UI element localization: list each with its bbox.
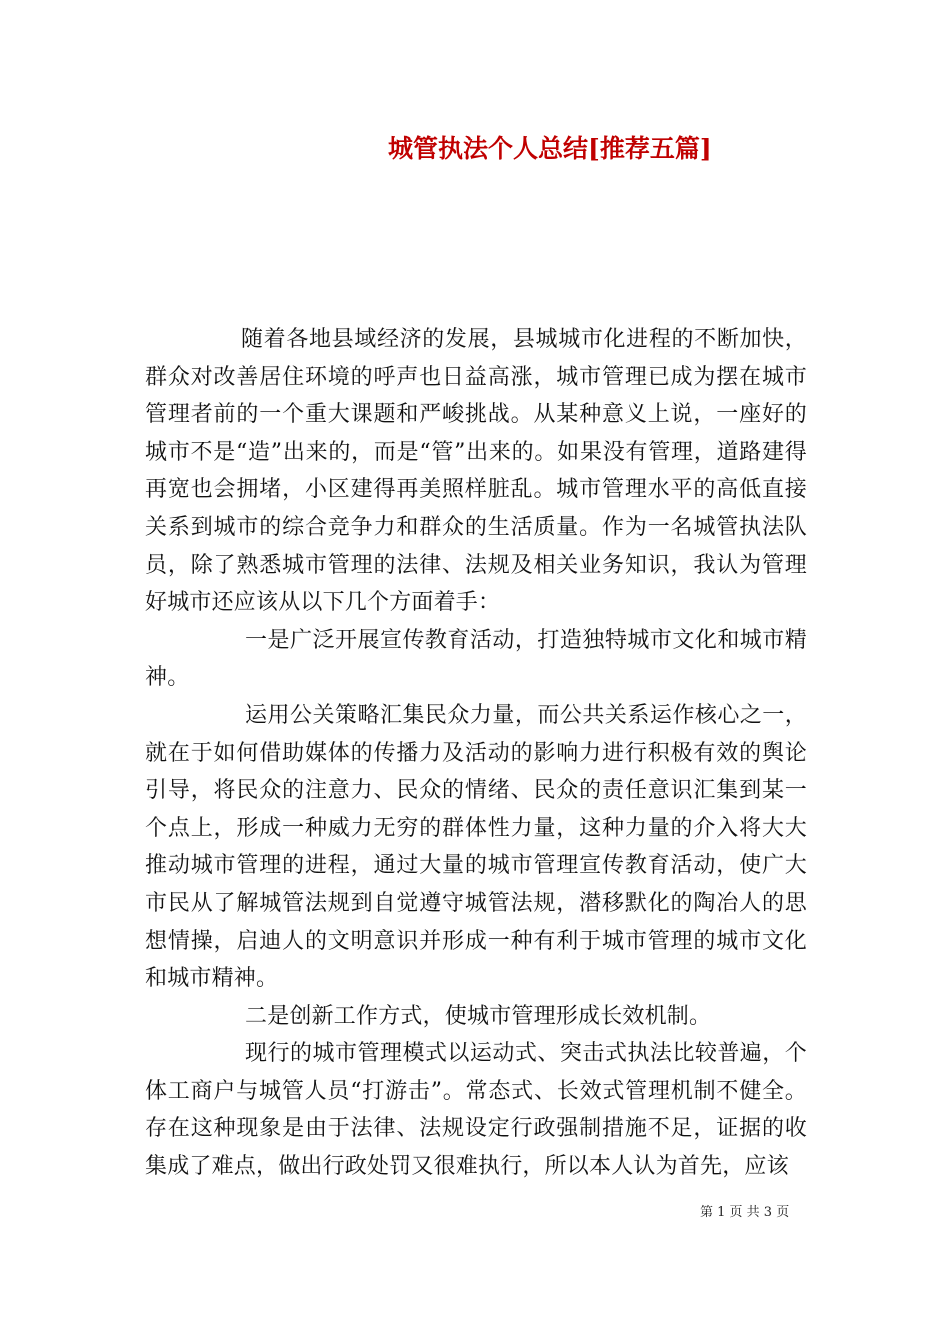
page-number-footer: 第 1 页 共 3 页 [700, 1205, 790, 1220]
document-body [145, 321, 807, 1186]
paragraph-point-one-detail: 运用公关策略汇集民众力量，而公共关系运作核心之一，就在于如何借助媒体的传播力及活动的影响力进行积极有效的舆论引导，将民众的注意力、民众的情绪、民众的责任意识汇集到某一个点上，形成一种威力无穷的群体性力量，这种力量的介入将大大推动城市管理的进程，通过大量的城市管理宣传教育活动，使广大市民从了解城管法规到自觉遵守城管法规，潜移默化的陶冶人的思想情操，启迪人的文明意识并形成一种有利于城市管理的城市文化和城市精神。 [145, 702, 807, 992]
paragraph-intro: 随着各地县域经济的发展，县城城市化进程的不断加快，群众对改善居住环境的呼声也日益高涨，城市管理已成为摆在城市管理者前的一个重大课题和严峻挑战。从某种意义上说，一座好的城市不是“造”出来的，而是“管”出来的。如果没有管理，道路建得再宽也会拥堵，小区建得再美照样脏乱。城市管理水平的高低直接关系到城市的综合竞争力和群众的生活质量。作为一名城管执法队员，除了熟悉城市管理的法律、法规及相关业务知识，我认为管理好城市还应该从以下几个方面着手： [145, 327, 807, 616]
paragraph-point-two: 二是创新工作方式，使城市管理形成长效机制。 [245, 1003, 712, 1029]
document-title: 城管执法个人总结[推荐五篇] [388, 134, 712, 163]
paragraph-point-one: 一是广泛开展宣传教育活动，打造独特城市文化和城市精神。 [145, 627, 807, 691]
paragraph-point-two-detail: 现行的城市管理模式以运动式、突击式执法比较普遍，个体工商户与城管人员“打游击”。常态式、长效式管理机制不健全。存在这种现象是由于法律、法规设定行政强制措施不足，证据的收集成了难点，做出行政处罚又很难执行，所以本人认为首先，应该 [145, 1041, 807, 1180]
